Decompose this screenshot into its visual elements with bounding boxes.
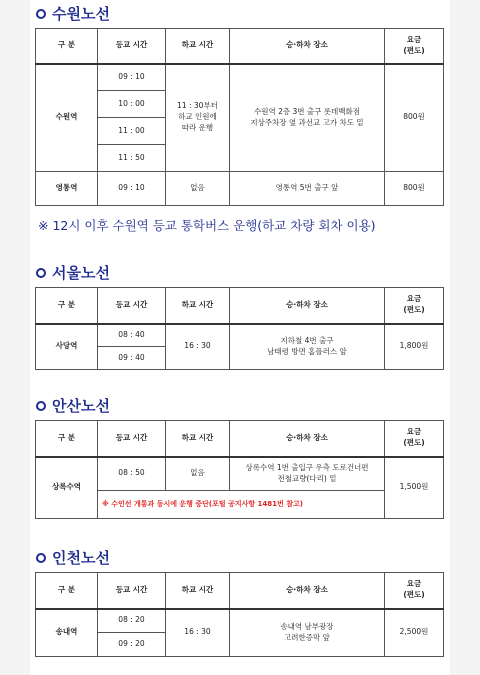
circle-bullet-icon <box>36 401 46 411</box>
arrival-time: 09 : 10 <box>98 172 166 206</box>
header-category: 구 분 <box>36 573 98 609</box>
section-title-ansan <box>36 395 110 416</box>
arrival-time: 10 : 00 <box>98 91 166 118</box>
header-return: 하교 시간 <box>166 573 230 609</box>
section-title-suwon <box>36 3 110 24</box>
header-return: 하교 시간 <box>166 421 230 457</box>
section-title-text: 인천노선 <box>52 549 110 567</box>
header-place: 승·하차 장소 <box>230 29 385 64</box>
arrival-time: 08 : 40 <box>98 324 166 347</box>
header-arrival: 등교 시간 <box>98 288 166 324</box>
circle-bullet-icon <box>36 553 46 563</box>
header-category: 구 분 <box>36 288 98 324</box>
header-place: 승·하차 장소 <box>230 288 385 324</box>
arrival-time: 09 : 10 <box>98 64 166 91</box>
fare: 1,500원 <box>385 457 444 519</box>
arrival-time: 09 : 40 <box>98 347 166 370</box>
boarding-place: 영통역 5번 출구 앞 <box>230 172 385 206</box>
header-fare: 요금 (편도) <box>385 29 444 64</box>
boarding-place: 지하철 4번 출구 남태령 방면 홈플러스 앞 <box>230 324 385 370</box>
fare: 2,500원 <box>385 609 444 657</box>
boarding-place: 송내역 남부광장 고려한증막 앞 <box>230 609 385 657</box>
section-title-text: 서울노선 <box>52 264 110 282</box>
header-fare: 요금 (편도) <box>385 421 444 457</box>
arrival-time: 11 : 00 <box>98 118 166 145</box>
stop-name: 수원역 <box>36 64 98 172</box>
header-category: 구 분 <box>36 421 98 457</box>
header-return: 하교 시간 <box>166 288 230 324</box>
header-category: 구 분 <box>36 29 98 64</box>
header-return: 하교 시간 <box>166 29 230 64</box>
header-place: 승·하차 장소 <box>230 421 385 457</box>
section-title-text: 수원노선 <box>52 5 110 23</box>
schedule-table-seoul <box>35 287 444 370</box>
stop-name: 영통역 <box>36 172 98 206</box>
suwon-note: ※ 12시 이후 수원역 등교 통학버스 운행(하교 차량 회차 이용) <box>38 218 376 233</box>
header-arrival: 등교 시간 <box>98 29 166 64</box>
arrival-time: 11 : 50 <box>98 145 166 172</box>
return-time: 16 : 30 <box>166 609 230 657</box>
return-time: 없음 <box>166 172 230 206</box>
header-arrival: 등교 시간 <box>98 421 166 457</box>
header-fare: 요금 (편도) <box>385 573 444 609</box>
header-place: 승·하차 장소 <box>230 573 385 609</box>
schedule-table-suwon <box>35 28 444 206</box>
fare: 800원 <box>385 172 444 206</box>
suspension-warning: ※ 수인선 개통과 동시에 운행 중단(포털 공지사항 1481번 참고) <box>98 491 385 519</box>
section-title-text: 안산노선 <box>52 397 110 415</box>
arrival-time: 09 : 20 <box>98 633 166 657</box>
header-fare: 요금 (편도) <box>385 288 444 324</box>
stop-name: 송내역 <box>36 609 98 657</box>
circle-bullet-icon <box>36 268 46 278</box>
fare: 800원 <box>385 64 444 172</box>
stop-name: 사당역 <box>36 324 98 370</box>
section-title-seoul <box>36 262 110 283</box>
arrival-time: 08 : 50 <box>98 457 166 491</box>
schedule-table-ansan <box>35 420 444 519</box>
header-arrival: 등교 시간 <box>98 573 166 609</box>
return-time: 16 : 30 <box>166 324 230 370</box>
fare: 1,800원 <box>385 324 444 370</box>
boarding-place: 상록수역 1번 출입구 우측 도로건너편 전철교량(다리) 밑 <box>230 457 385 491</box>
circle-bullet-icon <box>36 9 46 19</box>
page <box>30 0 450 675</box>
section-title-incheon <box>36 547 110 568</box>
arrival-time: 08 : 20 <box>98 609 166 633</box>
schedule-table-incheon <box>35 572 444 657</box>
return-time: 11 : 30부터 하교 인원에 따라 운행 <box>166 64 230 172</box>
return-time: 없음 <box>166 457 230 491</box>
boarding-place: 수원역 2층 3번 출구 롯데백화점 지상주차장 옆 과선교 고가 차도 밑 <box>230 64 385 172</box>
stop-name: 상록수역 <box>36 457 98 519</box>
